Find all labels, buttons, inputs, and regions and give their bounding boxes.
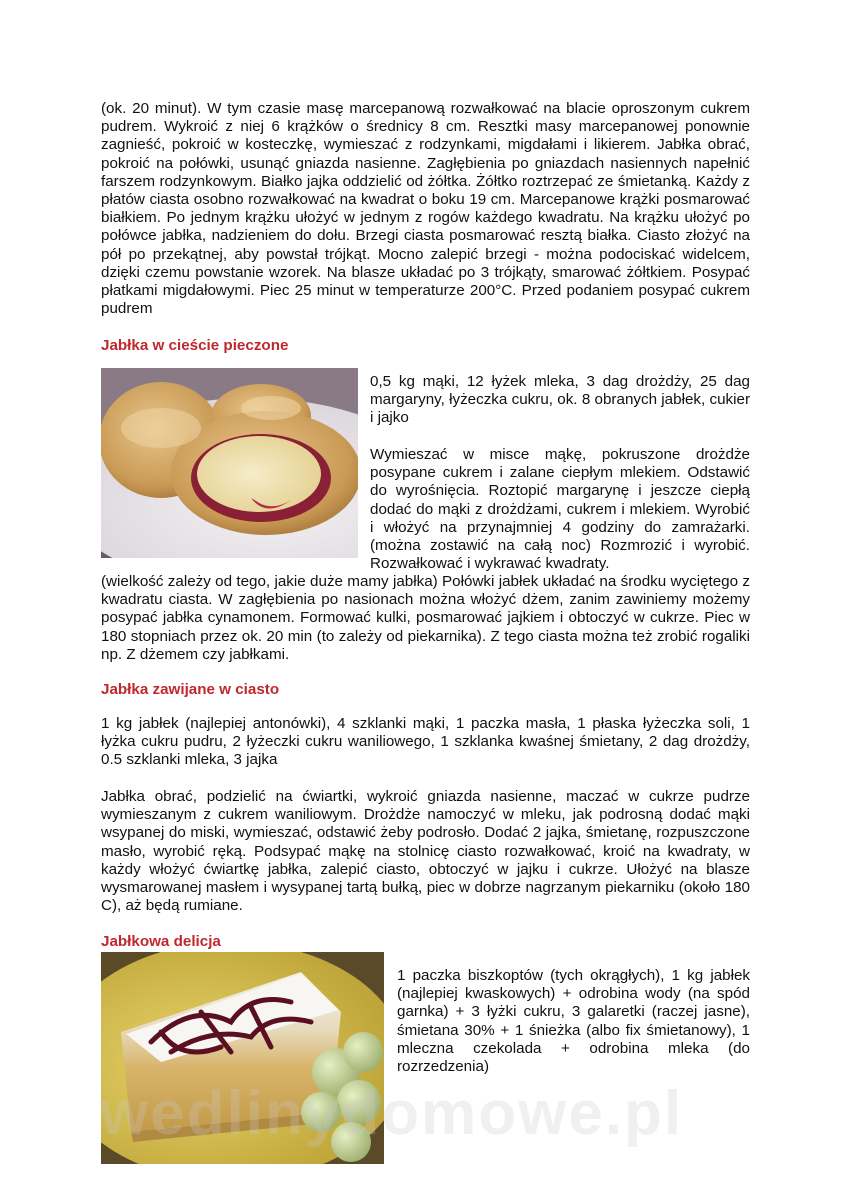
baked-apple-photo — [101, 368, 358, 558]
apple-delight-photo — [101, 952, 384, 1164]
intro-paragraph: (ok. 20 minut). W tym czasie masę marcepanową rozwałkować na blacie oproszonym cukrem pudrem. Wykroić z niej 6 krążków o średnicy 8 cm. Resztki masy marcepanowej ponownie zagnieść, pokroić w kosteczkę, wymieszać z rodzynkami, migdałami i likierem. Jabłka obrać, pokroić na połówki, usunąć gniazda nasienne. Zagłębienia po gniazdach nasiennych napełnić farszem rodzynkowym. Białko jajka oddzielić od żółtka. Żółtko roztrzepać ze śmietanką. Każdy z płatów ciasta osobno rozwałkować na kwadrat o boku 19 cm. Marcepanowe krążki posmarować białkiem. Po jednym krążku ułożyć w jednym z rogów każdego kwadratu. Na krążku ułożyć po połówce jabłka, nadzieniem do dołu. Brzegi ciasta posmarować resztą białka. Ciasto złożyć na pół po przekątnej, aby powstał trójkąt. Mocno zalepić brzegi - można podociskać widelcem, dzięki czemu powstanie wzorek. Na blasze układać po 3 trójkąty, smarować żółtkiem. Posypać płatkami migdałowymi. Piec 25 minut w temperaturze 200°C. Przed podaniem posypać cukrem pudrem — [101, 100, 750, 318]
section2-ingredients: 1 kg jabłek (najlepiej antonówki), 4 szklanki mąki, 1 paczka masła, 1 płaska łyżeczka soli, 1 łyżka cukru pudru, 2 łyżeczki cukru waniliowego, 1 szklanka kwaśnej śmietany, 2 dag drożdży, 0.5 szklanki mleka, 3 jajka — [101, 715, 750, 769]
section3-title: Jabłkowa delicja — [101, 933, 221, 950]
section2-title: Jabłka zawijane w ciasto — [101, 681, 280, 698]
section3-ingredients: 1 paczka biszkoptów (tych okrągłych), 1 kg jabłek (najlepiej kwaskowych) + odrobina wody (na spód garnka) + 3 łyżki cukru, 3 galaretki (raczej jasne), śmietana 30% + 1 śnieżka (albo fix śmietanowy), 1 mleczna czekolada + odrobina mleka (do rozrzedzenia) — [397, 967, 750, 1076]
section1-ingredients: 0,5 kg mąki, 12 łyżek mleka, 3 dag drożdży, 25 dag margaryny, łyżeczka cukru, ok. 8 obranych jabłek, cukier i jajko — [370, 373, 750, 427]
section1-method-full: (wielkość zależy od tego, jakie duże mamy jabłka) Połówki jabłek układać na środku wyciętego z kwadratu ciasta. W zagłębienia po nasionach można włożyć dżem, zanim zawiniemy możemy posypać jabłka cynamonem. Formować kulki, posmarować jajkiem i obtoczyć w cukrze. Piec w 180 stopniach przez ok. 20 min (to zależy od piekarnika). Z tego ciasta można też zrobić rogaliki np. Z dżemem czy jabłkami. — [101, 573, 750, 663]
section1-title: Jabłka w cieście pieczone — [101, 337, 289, 354]
apple-delight-image — [101, 952, 384, 1164]
section2-method: Jabłka obrać, podzielić na ćwiartki, wykroić gniazda nasienne, maczać w cukrze pudrze wymieszanym z cukrem waniliowym. Drożdże namoczyć w mleku, jak podrosną dodać mąki wsypanej do miski, wymieszać, odstawić żeby podrosło. Dodać 2 jajka, śmietanę, rozpuszczone masło, wyrobić ręką. Podsypać mąkę na stolnicę ciasto rozwałkować, kroić na kwadraty, w każdy włożyć ćwiartkę jabłka, zalepić ciasto, obtoczyć w jajku i cukrze. Ułożyć na blasze wysmarowanej masłem i wysypanej tartą bułką, piec w dobrze nagrzanym piekarniku (około 180 C), aż będą rumiane. — [101, 788, 750, 915]
section1-method-side: Wymieszać w misce mąkę, pokruszone drożdże posypane cukrem i zalane ciepłym mlekiem. Odstawić do wyrośnięcia. Roztopić margarynę i jeszcze ciepłą dodać do mąki z drożdżami, cukrem i mlekiem. Wyrobić i włożyć na przynajmniej 4 godziny do zamrażarki. (można zostawić na całą noc) Rozmrozić i wyrobić. Rozwałkować i wykrawać kwadraty. — [370, 446, 750, 573]
site-watermark: wedlinydomowe.pl — [100, 1079, 684, 1148]
baked-apple-image — [101, 368, 358, 558]
